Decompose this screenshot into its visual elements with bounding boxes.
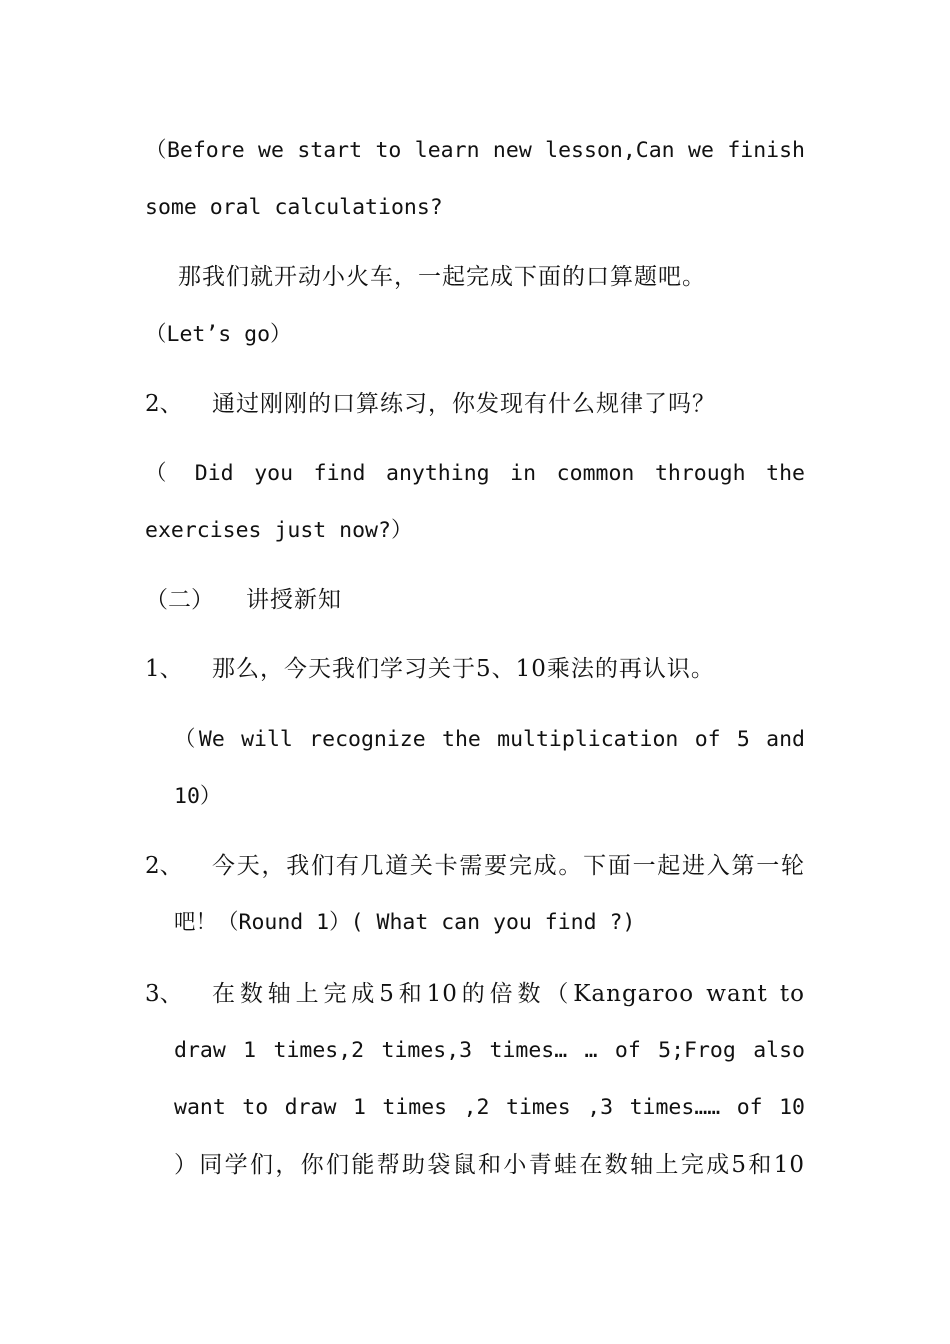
list-number-3: 3、 [145,981,183,1007]
text-line-3: 那我们就开动小火车，一起完成下面的口算题吧。 [178,264,706,290]
text-line-14: 在数轴上完成5和10的倍数（Kangaroo want to [212,981,805,1007]
section-number-2: （二） [145,587,214,613]
text-line-17: ）同学们，你们能帮助袋鼠和小青蛙在数轴上完成5和10 [174,1152,805,1178]
text-line-15: draw 1 times,2 times,3 times… … of 5;Frog also [174,1038,805,1063]
text-line-9: 那么，今天我们学习关于5、10乘法的再认识。 [212,656,715,682]
text-line-7: exercises just now?） [145,518,413,543]
text-line-6: （ Did you find anything in common through the [145,461,805,486]
text-line-4: （Let’s go） [145,322,292,347]
list-number-2b: 2、 [145,853,183,879]
text-line-13: 吧！（Round 1）( What can you find ?) [174,910,636,935]
text-line-5: 通过刚刚的口算练习，你发现有什么规律了吗？ [212,391,716,417]
text-line-16: want to draw 1 times ,2 times ,3 times…… of 10 [174,1095,805,1120]
text-line-11: 10） [174,784,222,809]
text-line-10: （We will recognize the multiplication of 5 and [174,727,805,752]
section-title: 讲授新知 [246,587,342,613]
text-line-2: some oral calculations? [145,195,443,220]
text-line-1: （Before we start to learn new lesson,Can we finish [145,138,805,163]
text-line-12: 今天，我们有几道关卡需要完成。下面一起进入第一轮 [212,853,805,879]
list-number-1: 1、 [145,656,183,682]
list-number-2: 2、 [145,391,183,417]
